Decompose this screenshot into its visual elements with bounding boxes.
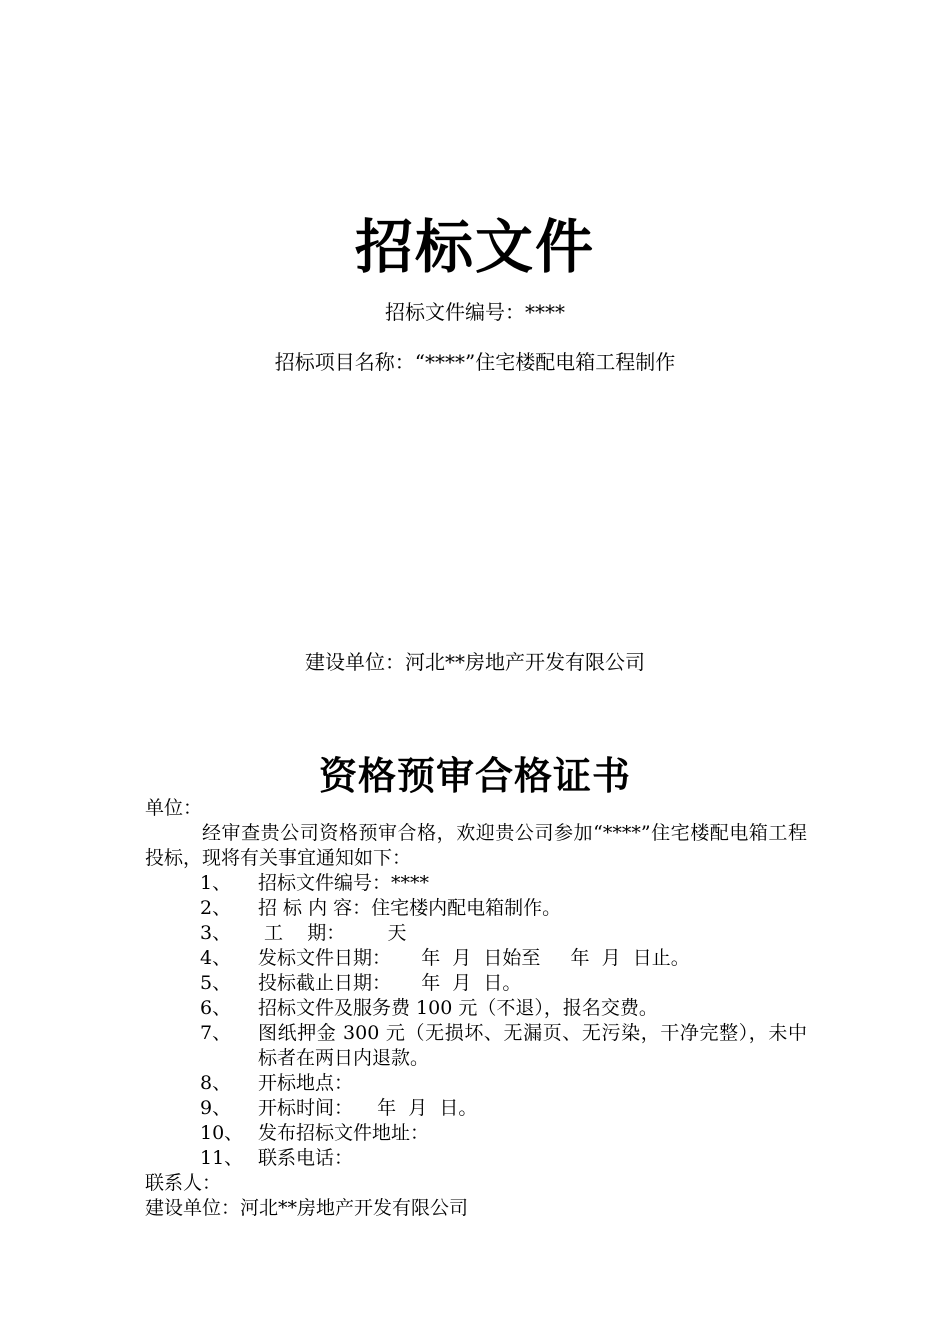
list-item <box>145 996 807 1021</box>
item-number: 6、 <box>200 997 232 1019</box>
item-text: 招标文件及服务费 100 元（不退），报名交费。 <box>258 997 658 1019</box>
item-text: 图纸押金 300 元（无损坏、无漏页、无污染，干净完整），未中标者在两日内退款。 <box>258 1022 807 1069</box>
item-number: 11、 <box>200 1147 244 1169</box>
list-item <box>145 1146 807 1171</box>
item-text: 联系电话： <box>258 1147 354 1169</box>
item-number: 2、 <box>200 897 232 919</box>
item-text: 招 标 内 容：住宅楼内配电箱制作。 <box>258 897 562 919</box>
list-item <box>145 871 807 896</box>
list-item <box>145 1071 807 1096</box>
item-text: 发布招标文件地址： <box>258 1122 430 1144</box>
item-text: 开标时间： 年 月 日。 <box>258 1097 478 1119</box>
list-item <box>145 971 807 996</box>
doc-number: 招标文件编号：**** <box>385 300 565 324</box>
item-number: 8、 <box>200 1072 232 1094</box>
item-number: 7、 <box>200 1022 232 1044</box>
item-text: 工 期： 天 <box>258 922 407 944</box>
cover-builder: 建设单位：河北**房地产开发有限公司 <box>305 650 645 674</box>
item-number: 5、 <box>200 972 232 994</box>
list-item <box>145 896 807 921</box>
notice-list <box>145 871 807 1171</box>
item-number: 3、 <box>200 922 232 944</box>
item-number: 4、 <box>200 947 232 969</box>
item-text: 发标文件日期： 年 月 日始至 年 月 日止。 <box>258 947 690 969</box>
item-number: 1、 <box>200 872 232 894</box>
item-text: 开标地点： <box>258 1072 354 1094</box>
item-text: 投标截止日期： 年 月 日。 <box>258 972 522 994</box>
list-item <box>145 946 807 971</box>
item-text: 招标文件编号：**** <box>258 872 430 894</box>
certificate-builder: 建设单位：河北**房地产开发有限公司 <box>145 1197 469 1219</box>
item-number: 9、 <box>200 1097 232 1119</box>
item-number: 10、 <box>200 1122 244 1144</box>
list-item <box>145 921 807 946</box>
list-item <box>145 1021 807 1071</box>
cover-title: 招标文件 <box>354 213 595 281</box>
intro-paragraph: 经审查贵公司资格预审合格，欢迎贵公司参加“****”住宅楼配电箱工程投标，现将有关事宜通知如下： <box>145 822 807 869</box>
certificate-body <box>145 796 807 1221</box>
certificate-title: 资格预审合格证书 <box>318 753 631 798</box>
project-name: 招标项目名称：“****”住宅楼配电箱工程制作 <box>274 350 676 374</box>
addressee: 单位： <box>145 797 203 819</box>
list-item <box>145 1121 807 1146</box>
contact-person: 联系人： <box>145 1172 222 1194</box>
list-item <box>145 1096 807 1121</box>
